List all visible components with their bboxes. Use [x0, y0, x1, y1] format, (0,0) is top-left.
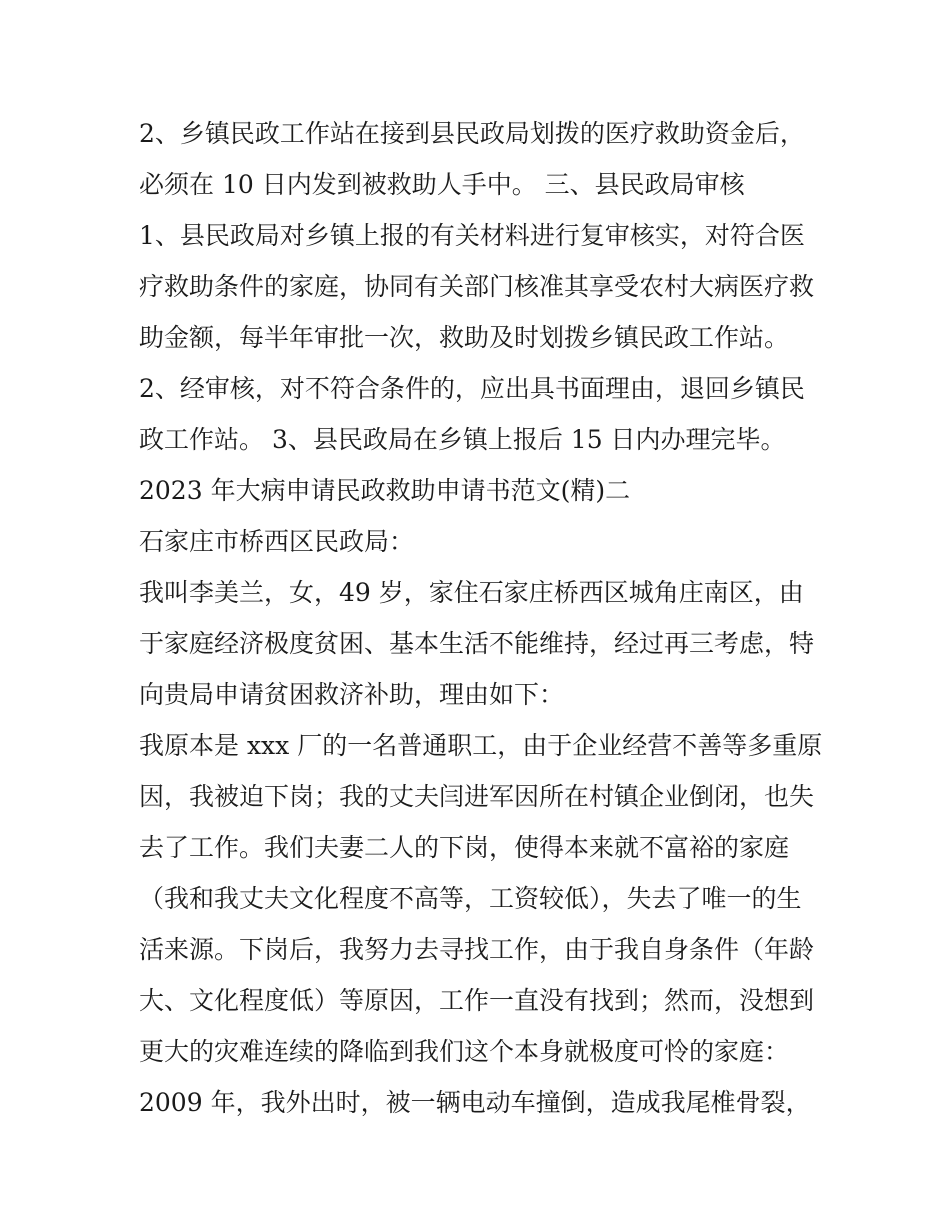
text-line: 政工作站。 3、县民政局在乡镇上报后 15 日内办理完毕。	[139, 425, 786, 454]
section-heading: 2023 年大病申请民政救助申请书范文(精)二	[139, 476, 631, 505]
salutation: 石家庄市桥西区民政局：	[139, 527, 415, 556]
text-line: 2、经审核，对不符合条件的，应出具书面理由，退回乡镇民	[139, 374, 805, 403]
document-body	[139, 108, 829, 1128]
text-line: 大、文化程度低）等原因，工作一直没有找到；然而，没想到	[139, 986, 815, 1015]
text-line: 我叫李美兰，女，49 岁，家住石家庄桥西区城角庄南区，由	[139, 578, 804, 607]
text-line: 疗救助条件的家庭，协同有关部门核准其享受农村大病医疗救	[139, 272, 815, 301]
text-line: 活来源。下岗后，我努力去寻找工作，由于我自身条件（年龄	[139, 935, 815, 964]
text-line: 更大的灾难连续的降临到我们这个本身就极度可怜的家庭：	[139, 1037, 790, 1066]
text-line: 因，我被迫下岗；我的丈夫闫进军因所在村镇企业倒闭，也失	[139, 782, 815, 811]
text-line: （我和我丈夫文化程度不高等，工资较低），失去了唯一的生	[139, 884, 802, 913]
text-line: 1、县民政局对乡镇上报的有关材料进行复审核实，对符合医	[139, 221, 805, 250]
text-line: 去了工作。我们夫妻二人的下岗，使得本来就不富裕的家庭	[139, 833, 790, 862]
text-line: 2、乡镇民政工作站在接到县民政局划拨的医疗救助资金后，	[139, 119, 805, 148]
text-line: 向贵局申请贫困救济补助，理由如下：	[139, 680, 565, 709]
text-line: 2009 年，我外出时，被一辆电动车撞倒，造成我尾椎骨裂，	[139, 1088, 811, 1117]
text-line: 助金额，每半年审批一次，救助及时划拨乡镇民政工作站。	[139, 323, 790, 352]
text-line: 我原本是 xxx 厂的一名普通职工，由于企业经营不善等多重原	[139, 731, 823, 760]
text-line: 于家庭经济极度贫困、基本生活不能维持，经过再三考虑，特	[139, 629, 815, 658]
text-line: 必须在 10 日内发到被救助人手中。 三、县民政局审核	[139, 170, 745, 199]
